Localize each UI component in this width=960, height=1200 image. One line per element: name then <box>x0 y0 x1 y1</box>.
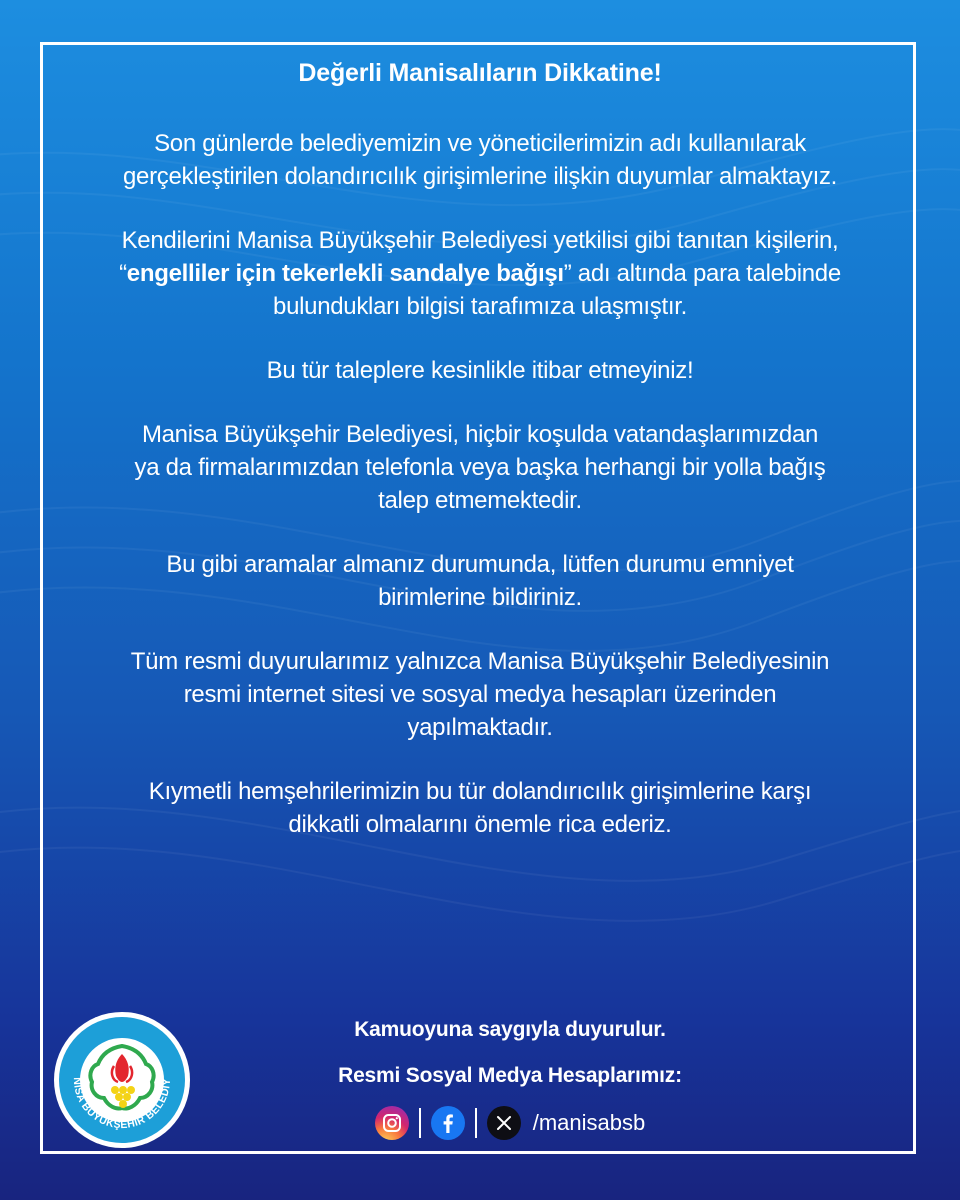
paragraph-line: dikkatli olmalarını önemle rica ederiz. <box>288 811 672 838</box>
paragraph-line: Tüm resmi duyurularımız yalnızca Manisa Büyükşehir Belediyesinin <box>130 648 830 675</box>
announcement-closing: Kamuoyuna saygıyla duyurulur. <box>354 1018 666 1041</box>
paragraph-line <box>60 257 900 290</box>
facebook-icon[interactable] <box>431 1106 465 1140</box>
logo-emblem-icon <box>52 1010 192 1150</box>
paragraph-4 <box>60 418 900 517</box>
footer <box>260 1015 760 1143</box>
social-links <box>260 1103 760 1143</box>
divider <box>419 1108 421 1138</box>
divider <box>475 1108 477 1138</box>
logo-text: NİSA BÜYÜKŞEHİR BELEDİY <box>70 1077 174 1132</box>
paragraph-line: Bu gibi aramalar almanız durumunda, lütfen durumu emniyet <box>166 551 794 578</box>
announcement-body <box>60 55 900 872</box>
announcement-title: Değerli Manisalıların Dikkatine! <box>298 59 662 87</box>
paragraph-line: Son günlerde belediyemizin ve yöneticilerimizin adı kullanılarak <box>154 130 806 157</box>
paragraph-line: ya da firmalarımızdan telefonla veya başka herhangi bir yolla bağış <box>134 454 826 481</box>
paragraph-6 <box>60 645 900 744</box>
paragraph-line: gerçekleştirilen dolandırıcılık girişimlerine ilişkin duyumlar almaktayız. <box>122 163 838 190</box>
social-handle[interactable]: /manisabsb <box>532 1110 646 1135</box>
quote-rest: ” adı altında para talebinde <box>563 260 841 287</box>
paragraph-line: resmi internet sitesi ve sosyal medya hesapları üzerinden <box>183 681 777 708</box>
paragraph-line: Kıymetli hemşehrilerimizin bu tür dolandırıcılık girişimlerine karşı <box>148 778 812 805</box>
instagram-icon[interactable] <box>375 1106 409 1140</box>
paragraph-line: bulundukları bilgisi tarafımıza ulaşmıştır. <box>273 293 687 320</box>
bold-phrase: engelliler için tekerlekli sandalye bağışı <box>126 260 564 287</box>
paragraph-line: Manisa Büyükşehir Belediyesi, hiçbir koşulda vatandaşlarımızdan <box>141 421 819 448</box>
paragraph-line: talep etmemektedir. <box>378 487 582 514</box>
quote-open: “ <box>119 260 127 287</box>
paragraph-line: Bu tür taleplere kesinlikle itibar etmeyiniz! <box>266 357 694 384</box>
paragraph-line: birimlerine bildiriniz. <box>378 584 582 611</box>
x-icon[interactable] <box>487 1106 521 1140</box>
social-accounts-label: Resmi Sosyal Medya Hesaplarımız: <box>338 1064 682 1087</box>
paragraph-2 <box>60 224 900 323</box>
paragraph-5 <box>60 548 900 614</box>
municipality-logo <box>52 1010 192 1150</box>
paragraph-1 <box>60 127 900 193</box>
paragraph-7 <box>60 775 900 841</box>
paragraph-line: yapılmaktadır. <box>407 714 553 741</box>
paragraph-line: Kendilerini Manisa Büyükşehir Belediyesi yetkilisi gibi tanıtan kişilerin, <box>121 227 839 254</box>
paragraph-3 <box>60 354 900 387</box>
